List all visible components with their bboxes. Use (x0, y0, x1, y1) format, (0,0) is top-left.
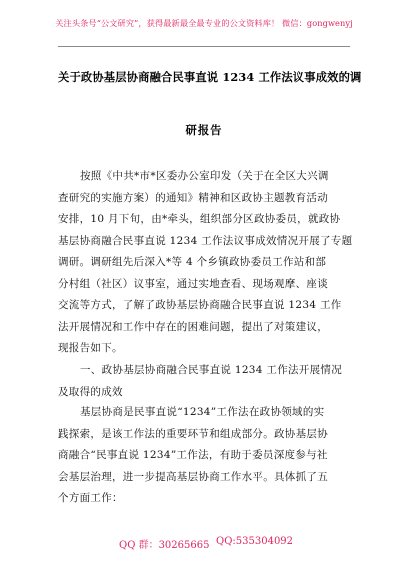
text-line: 交流等方式，了解了政协基层协商融合民事直说 1234 工作 (58, 299, 342, 311)
document-title-line-1: 关于政协基层协商融合民事直说 1234 工作法议事成效的调 (58, 70, 362, 84)
text-line: 个方面工作： (58, 492, 123, 504)
text-line: 及取得的成效 (58, 385, 123, 398)
paragraph-intro (58, 166, 353, 360)
section-heading-1 (58, 360, 350, 403)
text-line: 商融合“民事直说 1234”工作法，有助于委员深度参与社 (58, 449, 328, 461)
text-line: 按照《中共*市*区委办公室印发（关于在全区大兴调 (80, 170, 329, 182)
text-line: 基层协商是民事直说“1234”工作法在政协领域的实 (80, 406, 325, 418)
footer-qq-number: QQ:535304092 (216, 536, 294, 547)
text-line: 法开展情况和工作中存在的困难问题，提出了对策建议， (58, 320, 328, 333)
text-line: 会基层治理，进一步提高基层协商工作水平。具体抓了五 (58, 470, 328, 483)
text-line: 安排，10 月下旬，由*牵头，组织部分区政协委员，就政协 (58, 213, 341, 225)
header-banner: 关注头条号“公文研究”，获得最新最全最专业的公文资料库！ 微信：gongwenyj (55, 18, 353, 28)
text-line: 践探索，是该工作法的重要环节和组成部分。政协基层协 (58, 427, 328, 440)
text-line: 分村组（社区）议事室，通过实地查看、现场观摩、座谈 (58, 277, 328, 290)
text-line: 查研究的实施方案）的通知》精神和区政协主题教育活动 (58, 191, 328, 204)
text-line: 现报告如下。 (58, 342, 123, 354)
document-title-line-2: 研报告 (185, 123, 223, 137)
text-line: 调研。调研组先后深入*等 4 个乡镇政协委员工作站和部 (58, 256, 327, 268)
footer-qq-group: QQ 群：30265665 (119, 540, 210, 551)
header-divider (58, 46, 350, 47)
text-line: 一、政协基层协商融合民事直说 1234 工作法开展情况 (80, 364, 342, 376)
text-line: 基层协商融合民事直说 1234 工作法议事成效情况开展了专题 (58, 234, 353, 247)
paragraph-section-1 (58, 402, 350, 510)
